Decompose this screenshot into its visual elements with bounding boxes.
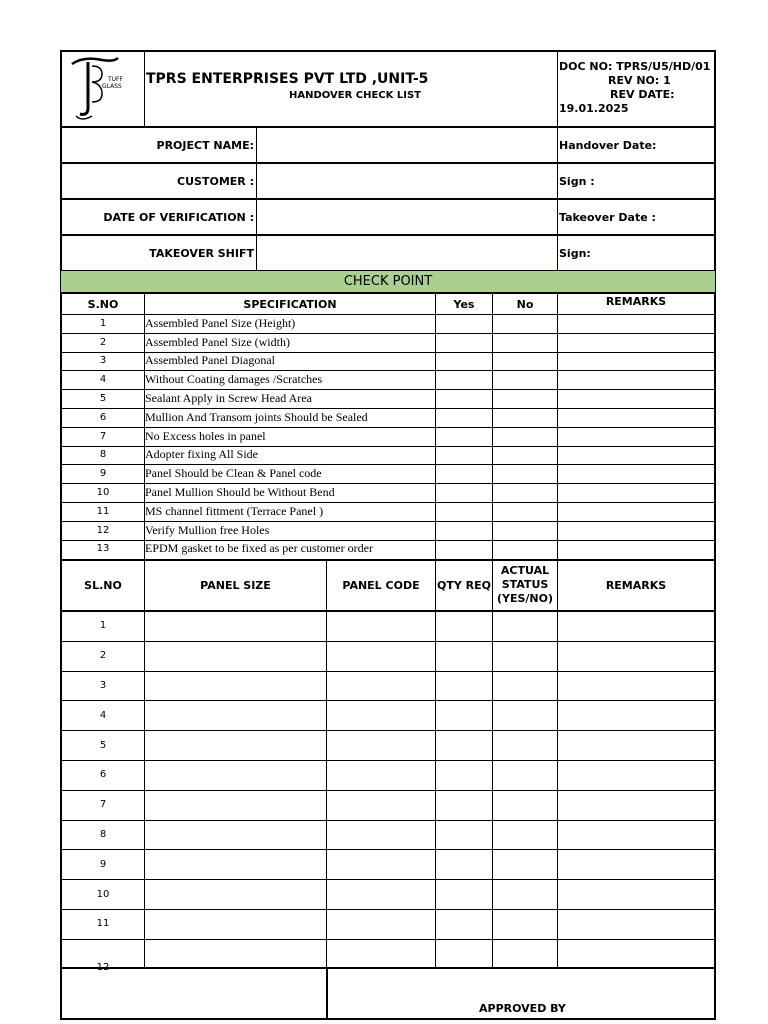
col-remarks: REMARKS	[605, 294, 667, 308]
col-panel-code: PANEL CODE	[342, 579, 420, 592]
checkpoint-specification: Assembled Panel Size (Height)	[145, 315, 296, 330]
panel-remarks-cell[interactable]	[558, 879, 714, 909]
panel-code-cell[interactable]	[327, 790, 435, 820]
checkpoint-remarks-cell[interactable]	[558, 389, 714, 408]
checkpoint-specification: Adopter fixing All Side	[145, 447, 258, 462]
qty-req-cell[interactable]	[436, 730, 492, 760]
panel-remarks-cell[interactable]	[558, 641, 714, 671]
panel-size-cell[interactable]	[145, 700, 326, 730]
actual-status-cell[interactable]	[493, 760, 557, 790]
qty-req-cell[interactable]	[436, 700, 492, 730]
rev-date-label: REV DATE:	[610, 88, 675, 101]
panel-code-cell[interactable]	[327, 849, 435, 879]
checkpoint-sno: 7	[99, 430, 107, 442]
checkpoint-sno: 12	[96, 524, 110, 536]
panel-code-cell[interactable]	[327, 611, 435, 641]
qty-req-cell[interactable]	[436, 760, 492, 790]
panel-code-cell[interactable]	[327, 909, 435, 939]
panel-remarks-cell[interactable]	[558, 790, 714, 820]
actual-status-cell[interactable]	[493, 879, 557, 909]
panel-code-cell[interactable]	[327, 671, 435, 701]
panel-size-cell[interactable]	[145, 939, 326, 969]
checkpoint-no-cell[interactable]	[493, 314, 557, 333]
checkpoint-specification: Sealant Apply in Screw Head Area	[145, 391, 312, 406]
date-of-verification-field[interactable]	[258, 200, 556, 234]
approved-by-label: APPROVED BY	[479, 1002, 566, 1015]
checkpoint-remarks-cell[interactable]	[558, 483, 714, 502]
panel-code-cell[interactable]	[327, 730, 435, 760]
checkpoint-remarks-cell[interactable]	[558, 352, 714, 371]
checkpoint-sno: 2	[99, 336, 107, 348]
frame-bottom	[60, 1018, 716, 1020]
checkpoint-specification: Panel Should be Clean & Panel code	[145, 466, 322, 481]
qty-req-cell[interactable]	[436, 641, 492, 671]
panel-slno: 6	[99, 769, 107, 781]
checkpoint-no-cell[interactable]	[493, 333, 557, 352]
panel-size-cell[interactable]	[145, 760, 326, 790]
panel-slno: 2	[99, 650, 107, 662]
checkpoint-remarks-cell[interactable]	[558, 427, 714, 446]
checkpoint-yes-cell[interactable]	[436, 502, 492, 521]
checkpoint-yes-cell[interactable]	[436, 370, 492, 389]
checkpoint-no-cell[interactable]	[493, 370, 557, 389]
checkpoint-no-cell[interactable]	[493, 540, 557, 559]
panel-size-cell[interactable]	[145, 879, 326, 909]
qty-req-cell[interactable]	[436, 939, 492, 969]
company-logo	[62, 52, 144, 126]
checkpoint-remarks-cell[interactable]	[558, 502, 714, 521]
actual-status-cell[interactable]	[493, 909, 557, 939]
actual-status-cell[interactable]	[493, 611, 557, 641]
checkpoint-sno: 6	[99, 411, 107, 423]
logo-text-tuff: TUFF	[108, 76, 123, 83]
checkpoint-remarks-cell[interactable]	[558, 540, 714, 559]
checkpoint-remarks-cell[interactable]	[558, 370, 714, 389]
checkpoint-sno: 3	[99, 355, 107, 367]
qty-req-cell[interactable]	[436, 671, 492, 701]
panel-slno: 9	[99, 858, 107, 870]
company-name: TPRS ENTERPRISES PVT LTD ,UNIT-5	[146, 71, 429, 87]
checkpoint-yes-cell[interactable]	[436, 408, 492, 427]
actual-status-line1: ACTUAL	[500, 564, 550, 577]
frame-top	[60, 50, 716, 52]
checkpoint-yes-cell[interactable]	[436, 464, 492, 483]
checkpoint-yes-cell[interactable]	[436, 540, 492, 559]
panel-slno: 3	[99, 679, 107, 691]
panel-code-cell[interactable]	[327, 760, 435, 790]
qty-req-cell[interactable]	[436, 909, 492, 939]
checkpoint-no-cell[interactable]	[493, 446, 557, 465]
checkpoint-specification: Mullion And Transom joints Should be Sealed	[145, 409, 368, 424]
checkpoint-yes-cell[interactable]	[436, 352, 492, 371]
takeover-shift-field[interactable]	[258, 236, 556, 270]
panel-code-cell[interactable]	[327, 939, 435, 969]
checkpoint-specification: Assembled Panel Size (width)	[145, 334, 290, 349]
sign-label-1: Sign :	[559, 174, 595, 188]
takeover-shift-label: TAKEOVER SHIFT	[149, 246, 254, 260]
panel-code-cell[interactable]	[327, 641, 435, 671]
panel-code-cell[interactable]	[327, 879, 435, 909]
checkpoint-no-cell[interactable]	[493, 464, 557, 483]
panel-slno: 7	[99, 799, 107, 811]
checkpoint-sno: 8	[99, 449, 107, 461]
panel-slno: 4	[99, 709, 107, 721]
actual-status-cell[interactable]	[493, 700, 557, 730]
col-sno: S.NO	[87, 297, 119, 311]
panel-slno: 8	[99, 828, 107, 840]
actual-status-line3: (YES/NO)	[496, 592, 554, 605]
checkpoint-yes-cell[interactable]	[436, 333, 492, 352]
panel-size-cell[interactable]	[145, 820, 326, 850]
col-no: No	[516, 297, 534, 311]
checkpoint-remarks-cell[interactable]	[558, 408, 714, 427]
checkpoint-specification: Without Coating damages /Scratches	[145, 372, 323, 387]
frame-right	[714, 50, 716, 1020]
checkpoint-remarks-cell[interactable]	[558, 446, 714, 465]
panel-size-cell[interactable]	[145, 611, 326, 641]
actual-status-cell[interactable]	[493, 820, 557, 850]
actual-status-cell[interactable]	[493, 790, 557, 820]
checkpoint-no-cell[interactable]	[493, 408, 557, 427]
checkpoint-yes-cell[interactable]	[436, 389, 492, 408]
checkpoint-sno: 10	[96, 487, 110, 499]
handover-date-label: Handover Date:	[559, 138, 657, 152]
customer-field[interactable]	[258, 164, 556, 198]
panel-remarks-cell[interactable]	[558, 909, 714, 939]
checkpoint-yes-cell[interactable]	[436, 427, 492, 446]
checkpoint-specification: Assembled Panel Diagonal	[145, 353, 275, 368]
panel-code-cell[interactable]	[327, 820, 435, 850]
checkpoint-no-cell[interactable]	[493, 483, 557, 502]
project-name-label: PROJECT NAME:	[156, 138, 254, 152]
panel-size-cell[interactable]	[145, 849, 326, 879]
checkpoint-no-cell[interactable]	[493, 502, 557, 521]
checkpoint-yes-cell[interactable]	[436, 446, 492, 465]
panel-size-cell[interactable]	[145, 671, 326, 701]
actual-status-cell[interactable]	[493, 671, 557, 701]
panel-remarks-cell[interactable]	[558, 671, 714, 701]
col-yes: Yes	[453, 297, 475, 311]
panel-size-cell[interactable]	[145, 790, 326, 820]
panel-slno: 1	[99, 620, 107, 632]
checkpoint-yes-cell[interactable]	[436, 314, 492, 333]
qty-req-cell[interactable]	[436, 849, 492, 879]
qty-req-cell[interactable]	[436, 879, 492, 909]
col-actual-status	[493, 564, 557, 606]
checkpoint-no-cell[interactable]	[493, 427, 557, 446]
panel-code-cell[interactable]	[327, 700, 435, 730]
checkpoint-sno: 13	[96, 543, 110, 555]
checkpoint-specification: MS channel fittment (Terrace Panel )	[145, 503, 324, 518]
panel-remarks-cell[interactable]	[558, 849, 714, 879]
project-name-field[interactable]	[258, 128, 556, 162]
qty-req-cell[interactable]	[436, 611, 492, 641]
checkpoint-remarks-cell[interactable]	[558, 314, 714, 333]
checkpoint-remarks-cell[interactable]	[558, 521, 714, 540]
col-panel-size: PANEL SIZE	[200, 579, 271, 592]
checkpoint-remarks-cell[interactable]	[558, 333, 714, 352]
actual-status-cell[interactable]	[493, 730, 557, 760]
checkpoint-specification: Panel Mullion Should be Without Bend	[145, 485, 335, 500]
panel-size-cell[interactable]	[145, 641, 326, 671]
checkpoint-sno: 9	[99, 468, 107, 480]
qty-req-cell[interactable]	[436, 790, 492, 820]
checkpoint-yes-cell[interactable]	[436, 521, 492, 540]
rev-date: 19.01.2025	[559, 102, 629, 115]
checkpoint-no-cell[interactable]	[493, 352, 557, 371]
customer-label: CUSTOMER :	[177, 174, 254, 188]
actual-status-cell[interactable]	[493, 849, 557, 879]
checkpoint-title: CHECK POINT	[343, 274, 433, 289]
panel-remarks-cell[interactable]	[558, 939, 714, 969]
panel-remarks-cell[interactable]	[558, 730, 714, 760]
footer-left-box[interactable]	[62, 969, 326, 1018]
doc-info	[559, 60, 713, 116]
checkpoint-sno: 11	[96, 505, 110, 517]
col-panel-remarks: REMARKS	[605, 579, 667, 592]
qty-req-cell[interactable]	[436, 820, 492, 850]
panel-slno: 10	[96, 888, 110, 900]
panel-remarks-cell[interactable]	[558, 820, 714, 850]
panel-slno: 11	[96, 918, 110, 930]
panel-size-cell[interactable]	[145, 730, 326, 760]
date-of-verification-label: DATE OF VERIFICATION :	[103, 210, 254, 224]
actual-status-line2: STATUS	[501, 578, 549, 591]
panel-remarks-cell[interactable]	[558, 611, 714, 641]
panel-size-cell[interactable]	[145, 909, 326, 939]
form-title: HANDOVER CHECK LIST	[289, 90, 421, 101]
checkpoint-no-cell[interactable]	[493, 521, 557, 540]
col-slno: SL.NO	[84, 579, 122, 592]
checkpoint-no-cell[interactable]	[493, 389, 557, 408]
panel-remarks-cell[interactable]	[558, 760, 714, 790]
checkpoint-sno: 4	[99, 374, 107, 386]
checkpoint-sno: 5	[99, 393, 107, 405]
checkpoint-specification: EPDM gasket to be fixed as per customer order	[145, 541, 373, 556]
takeover-date-label: Takeover Date :	[559, 210, 656, 224]
checkpoint-yes-cell[interactable]	[436, 483, 492, 502]
panel-slno: 5	[99, 739, 107, 751]
logo-text-glass: GLASS	[102, 83, 122, 90]
checkpoint-specification: Verify Mullion free Holes	[145, 522, 270, 537]
col-qty-req: QTY REQ	[437, 579, 491, 592]
checkpoint-remarks-cell[interactable]	[558, 464, 714, 483]
checkpoint-sno: 1	[99, 317, 107, 329]
panel-remarks-cell[interactable]	[558, 700, 714, 730]
actual-status-cell[interactable]	[493, 641, 557, 671]
actual-status-cell[interactable]	[493, 939, 557, 969]
rev-no: REV NO: 1	[608, 74, 671, 87]
col-specification: SPECIFICATION	[243, 297, 337, 311]
sign-label-2: Sign:	[559, 246, 591, 260]
doc-no: DOC NO: TPRS/U5/HD/01	[559, 60, 711, 73]
checkpoint-specification: No Excess holes in panel	[145, 428, 266, 443]
